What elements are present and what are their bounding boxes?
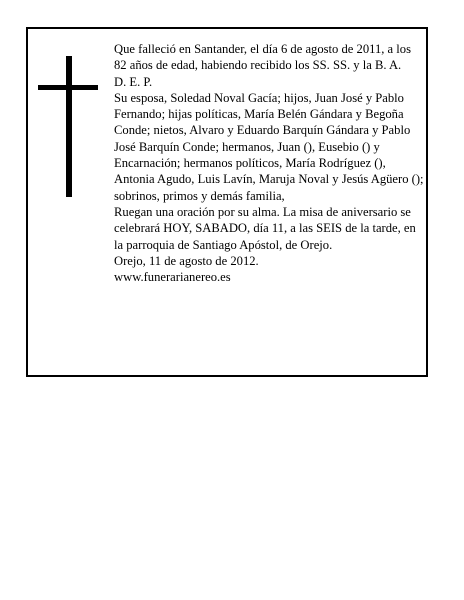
rip-line: D. E. P.: [114, 74, 153, 89]
obituary-text: [114, 41, 426, 285]
place-date: Orejo, 11 de agosto de 2012.: [114, 253, 259, 268]
website: www.funerarianereo.es: [114, 270, 231, 285]
cross-icon: [66, 56, 72, 197]
mass-announcement: Ruegan una oración por su alma. La misa de aniversario se celebrará HOY, SABADO, día 11, a las SEIS de la tarde, en la parroquia de Santiago Apóstol, de Orejo.: [114, 204, 416, 252]
obituary-notice: [26, 27, 428, 377]
death-announcement: Que falleció en Santander, el día 6 de agosto de 2011, a los 82 años de edad, habiendo recibido los SS. SS. y la B. A.: [114, 42, 411, 73]
cross-icon-bar: [38, 85, 98, 90]
family-list: Su esposa, Soledad Noval Gacía; hijos, Juan José y Pablo Fernando; hijas políticas, María Belén Gándara y Begoña Conde; nietos, Alvaro y Eduardo Barquín Gándara y Pablo José Barquín Conde; hermanos, Juan (), Eusebio () y Encarnación; hermanos políticos, María Rodríguez (), Antonia Agudo, Luis Lavín, Maruja Noval y Jesús Agüero (); sobrinos, primos y demás familia,: [114, 90, 424, 203]
